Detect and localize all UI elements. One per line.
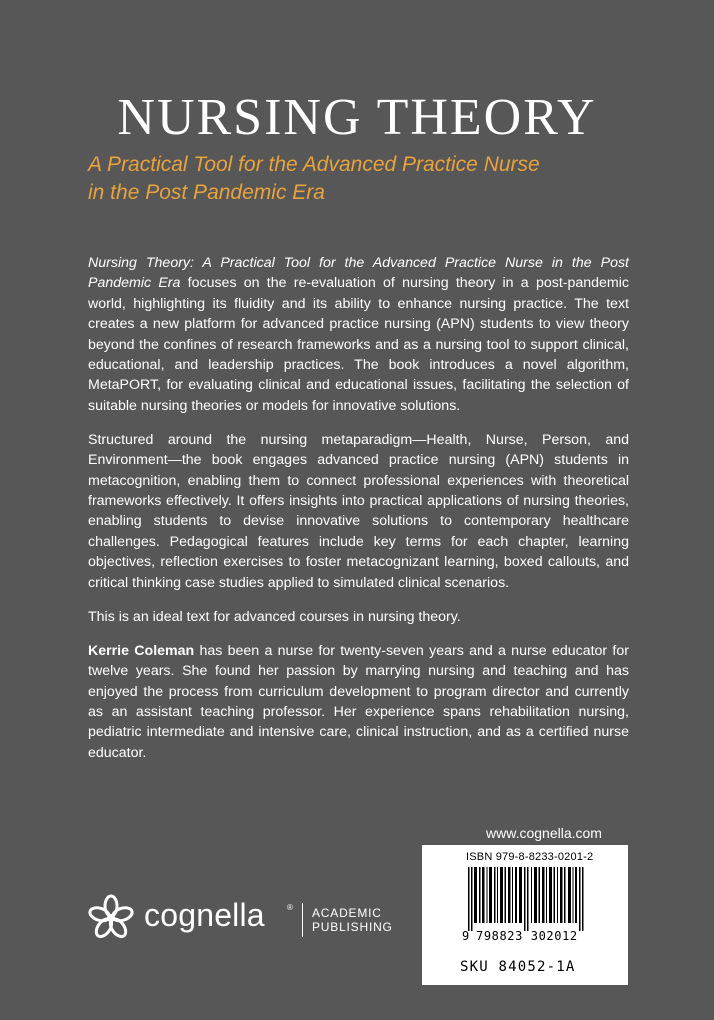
publisher-logo (86, 893, 406, 943)
book-subtitle (88, 151, 648, 207)
barcode-panel (422, 845, 628, 985)
sku-label: SKU 84052-1A (460, 959, 576, 975)
registered-mark: ® (287, 903, 293, 912)
tagline-line-1: ACADEMIC (312, 906, 382, 920)
isbn-label: ISBN 979-8-8233-0201-2 (466, 851, 594, 863)
logo-divider (302, 903, 303, 937)
blurb-title-italic: Nursing Theory: A Practical Tool for the Advanced Practice Nurse in the Post Pandemic Era (88, 255, 629, 292)
barcode-digits: 798823 302012 (476, 929, 578, 943)
publisher-website: www.cognella.com (486, 825, 602, 841)
author-name: Kerrie Coleman (88, 642, 195, 659)
cognella-flower-icon (86, 893, 136, 943)
author-bio-text: has been a nurse for twenty-seven years and a nurse educator for twelve years. She found her passion by marrying nursing and teaching and has enjoyed the process from curriculum development to program director and currently as an assistant teaching professor. Her experience spans rehabilitation nursing, pediatric intermediate and intensive care, clinical instruction, and as a certified nurse educator. (88, 642, 629, 761)
back-cover-blurb (88, 253, 629, 777)
blurb-paragraph-2: Structured around the nursing metaparadigm—Health, Nurse, Person, and Environment—the book engages advanced practice nursing (APN) students in metacognition, enabling them to connect professional experiences with theoretical frameworks effectively. It offers insights into practical applications of nursing theories, enabling students to devise innovative solutions to contemporary healthcare challenges. Pedagogical features include key terms for each chapter, learning objectives, reflection exercises to foster metacognizant learning, boxed callouts, and critical thinking case studies applied to simulated clinical scenarios. (88, 431, 629, 591)
subtitle-line-2: in the Post Pandemic Era (88, 181, 325, 204)
publisher-name: cognella (144, 897, 265, 933)
tagline-line-2: PUBLISHING (312, 920, 393, 934)
blurb-paragraph-3: This is an ideal text for advanced courses in nursing theory. (88, 608, 461, 625)
subtitle-line-1: A Practical Tool for the Advanced Practice Nurse (88, 153, 540, 176)
blurb-paragraph-1 (88, 253, 629, 416)
blurb-p1-text: focuses on the re-evaluation of nursing theory in a post-pandemic world, highlighting its fluidity and its ability to enhance nursing practice. The text creates a new platform for advanced practice nursing (APN) students to view theory beyond the confines of research frameworks and as a nursing tool to support clinical, educational, and leadership practices. The book introduces a novel algorithm, MetaPORT, for evaluating clinical and educational issues, facilitating the selection of suitable nursing theories or models for innovative solutions. (88, 275, 629, 414)
barcode-lead-digit: 9 (462, 929, 470, 943)
author-bio (88, 641, 629, 763)
barcode-icon (458, 867, 594, 931)
book-title: NURSING THEORY (117, 89, 597, 146)
publisher-tagline (312, 906, 393, 934)
